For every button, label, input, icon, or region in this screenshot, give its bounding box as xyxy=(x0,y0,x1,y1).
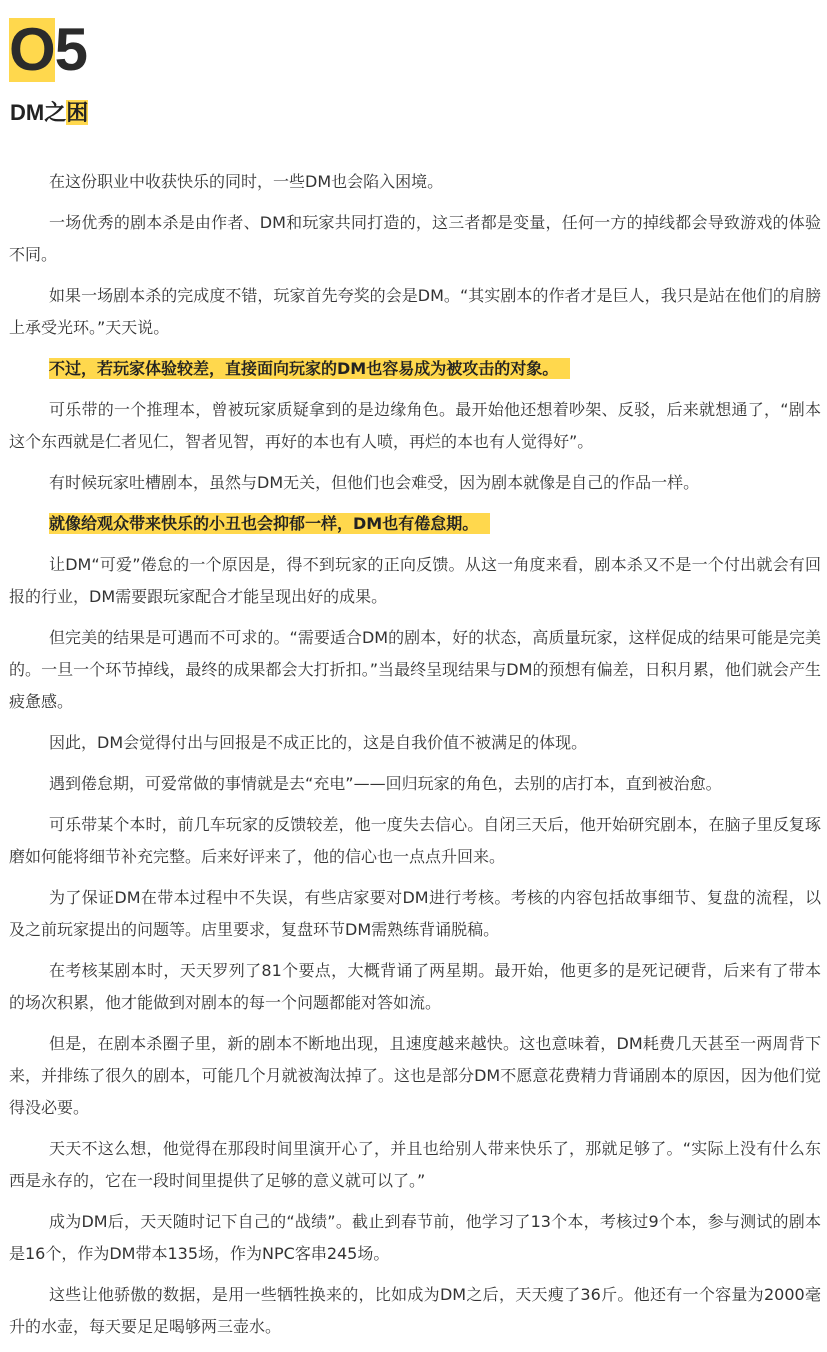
paragraph: 让DM“可爱”倦怠的一个原因是，得不到玩家的正向反馈。从这一角度来看，剧本杀又不是一个付出就会有回报的行业，DM需要跟玩家配合才能呈现出好的成果。 xyxy=(9,555,821,606)
section-number-rest: 5 xyxy=(54,16,88,83)
paragraph: 可乐带某个本时，前几车玩家的反馈较差，他一度失去信心。自闭三天后，他开始研究剧本，在脑子里反复琢磨如何能将细节补充完整。后来好评来了，他的信心也一点点升回来。 xyxy=(9,815,821,866)
paragraph: 如果一场剧本杀的完成度不错，玩家首先夸奖的会是DM。“其实剧本的作者才是巨人，我只是站在他们的肩膀上承受光环。”天天说。 xyxy=(9,286,821,337)
paragraph: 天天不这么想，他觉得在那段时间里演开心了，并且也给别人带来快乐了，那就足够了。“实际上没有什么东西是永存的，它在一段时间里提供了足够的意义就可以了。” xyxy=(9,1139,821,1190)
paragraph: 因此，DM会觉得付出与回报是不成正比的，这是自我价值不被满足的体现。 xyxy=(49,733,588,752)
paragraph: 遇到倦怠期，可爱常做的事情就是去“充电”——回归玩家的角色，去别的店打本，直到被治愈。 xyxy=(49,774,722,793)
paragraph: 但是，在剧本杀圈子里，新的剧本不断地出现，且速度越来越快。这也意味着，DM耗费几天甚至一两周背下来，并排练了很久的剧本，可能几个月就被淘汰掉了。这也是部分DM不愿意花费精力背诵剧本的原因，因为他们觉得没必要。 xyxy=(9,1034,821,1117)
paragraph: 有时候玩家吐槽剧本，虽然与DM无关，但他们也会难受，因为剧本就像是自己的作品一样。 xyxy=(49,473,700,492)
section-title-highlight: 困 xyxy=(66,100,89,125)
paragraph: 成为DM后，天天随时记下自己的“战绩”。截止到春节前，他学习了13个本，考核过9个本，参与测试的剧本是16个，作为DM带本135场，作为NPC客串245场。 xyxy=(9,1212,821,1263)
article-body xyxy=(9,166,821,1352)
section-number-highlight: O xyxy=(9,16,55,83)
paragraph: 但完美的结果是可遇而不可求的。“需要适合DM的剧本，好的状态，高质量玩家，这样促成的结果可能是完美的。一旦一个环节掉线，最终的成果都会大打折扣。”当最终呈现结果与DM的预想有偏差，日积月累，他们就会产生疲惫感。 xyxy=(9,628,821,711)
section-title xyxy=(10,98,88,128)
paragraph: 为了保证DM在带本过程中不失误，有些店家要对DM进行考核。考核的内容包括故事细节、复盘的流程，以及之前玩家提出的问题等。店里要求，复盘环节DM需熟练背诵脱稿。 xyxy=(9,888,821,939)
section-number xyxy=(9,18,87,82)
highlighted-text: 就像给观众带来快乐的小丑也会抑郁一样，DM也有倦怠期。 xyxy=(49,513,490,534)
paragraph: 一场优秀的剧本杀是由作者、DM和玩家共同打造的，这三者都是变量，任何一方的掉线都会导致游戏的体验不同。 xyxy=(9,213,821,264)
highlighted-text: 不过，若玩家体验较差，直接面向玩家的DM也容易成为被攻击的对象。 xyxy=(49,358,570,379)
paragraph: 在这份职业中收获快乐的同时，一些DM也会陷入困境。 xyxy=(49,172,444,191)
paragraph: 这些让他骄傲的数据，是用一些牺牲换来的，比如成为DM之后，天天瘦了36斤。他还有一个容量为2000毫升的水壶，每天要足足喝够两三壶水。 xyxy=(9,1285,821,1336)
paragraph: 可乐带的一个推理本，曾被玩家质疑拿到的是边缘角色。最开始他还想着吵架、反驳，后来就想通了，“剧本这个东西就是仁者见仁，智者见智，再好的本也有人喷，再烂的本也有人觉得好”。 xyxy=(9,400,821,451)
paragraph: 在考核某剧本时，天天罗列了81个要点，大概背诵了两星期。最开始，他更多的是死记硬背，后来有了带本的场次积累，他才能做到对剧本的每一个问题都能对答如流。 xyxy=(9,961,821,1012)
highlighted-paragraph xyxy=(9,508,821,540)
highlighted-paragraph xyxy=(9,353,821,385)
section-title-plain: DM之 xyxy=(10,100,67,125)
